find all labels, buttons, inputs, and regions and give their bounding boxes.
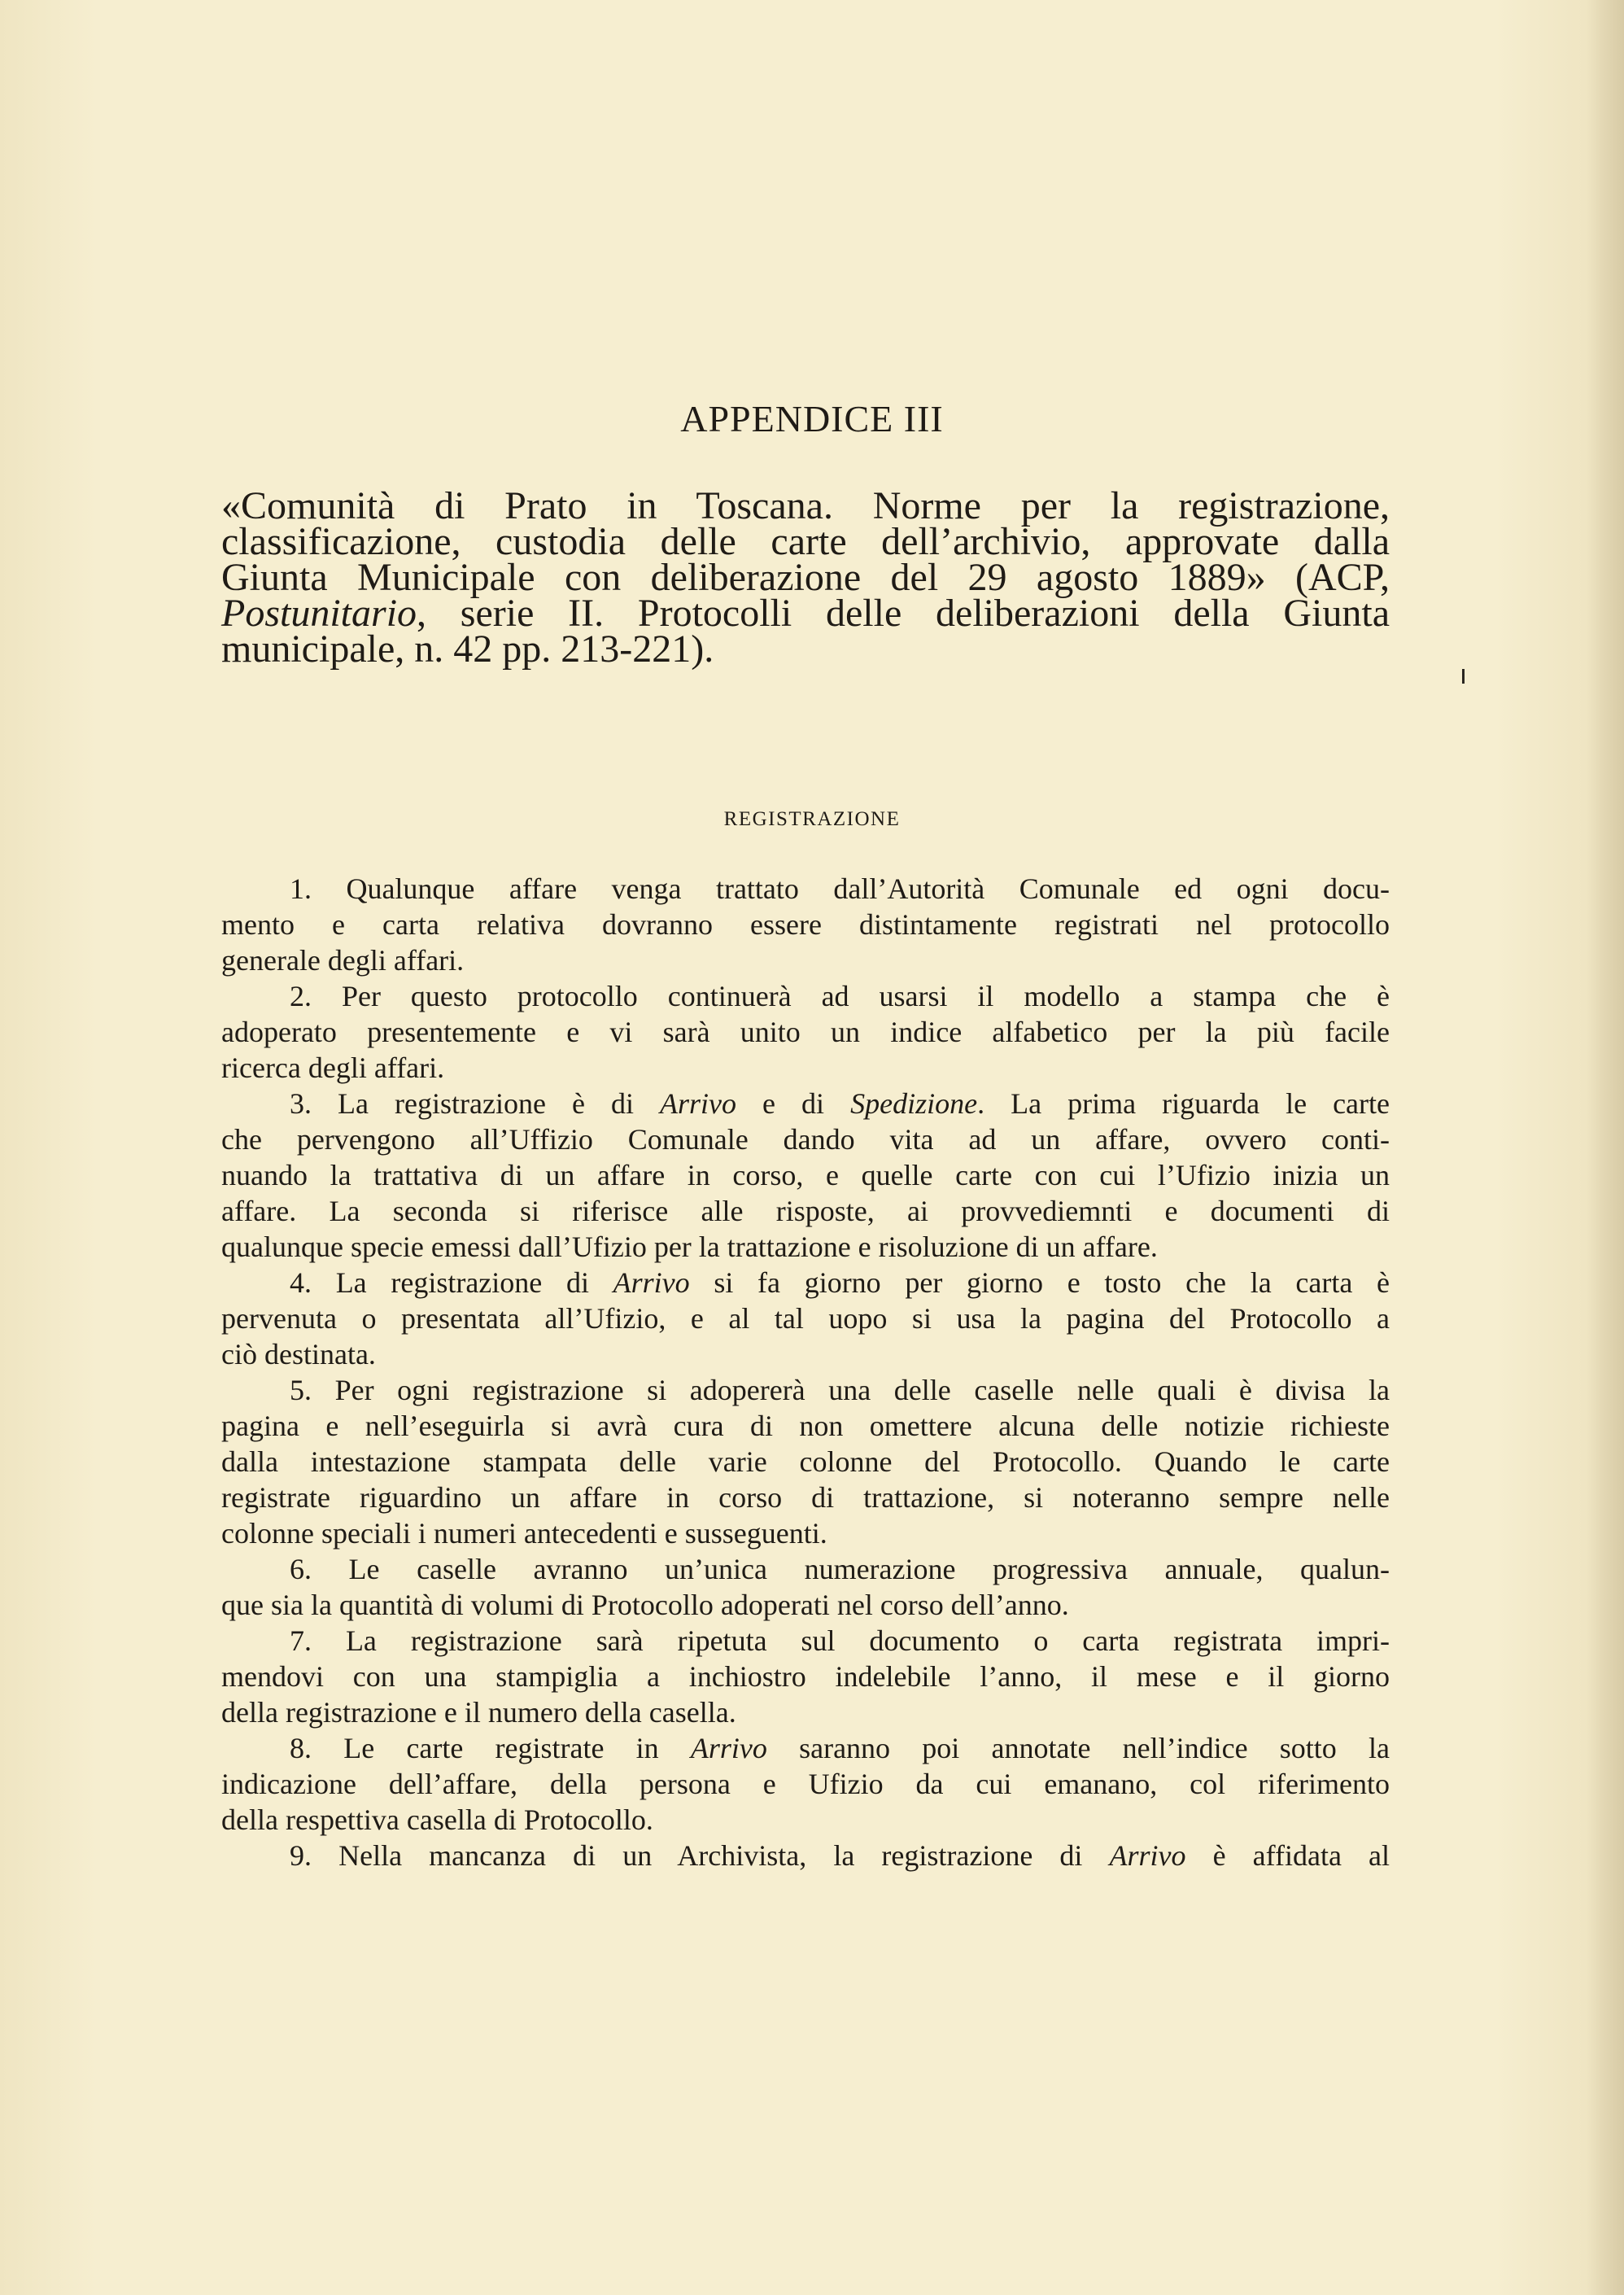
body-text bbox=[221, 871, 1390, 1873]
text-run: 9. Nella mancanza di un Archivista, la registrazione di bbox=[290, 1839, 1110, 1872]
text-line: indicazione dell’affare, della persona e Ufizio da cui emanano, col riferimento bbox=[221, 1768, 1390, 1800]
text-line: 5. Per ogni registrazione si adopererà una delle caselle nelle quali è divisa la bbox=[290, 1374, 1390, 1406]
text-run: . La prima riguarda le carte bbox=[977, 1087, 1390, 1120]
italic-term: Arrivo bbox=[1109, 1839, 1186, 1872]
text-line: 6. Le caselle avranno un’unica numerazione progressiva annuale, qualun- bbox=[290, 1553, 1390, 1585]
intro-line: Giunta Municipale con deliberazione del 29 agosto 1889» (ACP, bbox=[221, 556, 1390, 599]
text-line: generale degli affari. bbox=[221, 944, 465, 977]
text-line bbox=[221, 1838, 1390, 1873]
text-line: ricerca degli affari. bbox=[221, 1051, 445, 1084]
italic-term: Arrivo bbox=[613, 1266, 690, 1299]
text-line bbox=[221, 1265, 1390, 1300]
text-line: pervenuta o presentata all’Ufizio, e al tal uopo si usa la pagina del Protocollo a bbox=[221, 1302, 1390, 1335]
text-line: 2. Per questo protocollo continuerà ad usarsi il modello a stampa che è bbox=[290, 980, 1390, 1012]
page-edge-shadow bbox=[1587, 0, 1624, 2295]
text-line: pagina e nell’eseguirla si avrà cura di non omettere alcuna delle notizie richieste bbox=[221, 1410, 1390, 1442]
text-line: che pervengono all’Uffizio Comunale dando vita ad un affare, ovvero conti- bbox=[221, 1123, 1390, 1156]
text-run: 4. La registrazione di bbox=[290, 1266, 613, 1299]
text-line: 1. Qualunque affare venga trattato dall’Autorità Comunale ed ogni docu- bbox=[290, 872, 1390, 905]
intro-citation bbox=[221, 484, 1390, 671]
intro-line: «Comunità di Prato in Toscana. Norme per la registrazione, bbox=[221, 484, 1390, 527]
text-line: mento e carta relativa dovranno essere distintamente registrati nel protocollo bbox=[221, 908, 1390, 941]
text-line: registrate riguardino un affare in corso di trattazione, si noteranno sempre nelle bbox=[221, 1481, 1390, 1514]
paragraph-2 bbox=[221, 978, 1390, 1086]
text-line: ciò destinata. bbox=[221, 1338, 376, 1370]
paragraph-7 bbox=[221, 1623, 1390, 1730]
paragraph-3 bbox=[221, 1086, 1390, 1265]
text-line: adoperato presentemente e vi sarà unito un indice alfabetico per la più facile bbox=[221, 1016, 1390, 1048]
text-line: qualunque specie emessi dall’Ufizio per la trattazione e risoluzione di un affare. bbox=[221, 1231, 1158, 1263]
italic-term: Spedizione bbox=[850, 1087, 978, 1120]
intro-line bbox=[221, 592, 1390, 635]
margin-mark bbox=[1462, 669, 1465, 684]
text-run: e di bbox=[736, 1087, 851, 1120]
text-line: della respettiva casella di Protocollo. bbox=[221, 1803, 653, 1836]
paragraph-5 bbox=[221, 1372, 1390, 1551]
paragraph-4 bbox=[221, 1265, 1390, 1372]
paragraph-1 bbox=[221, 871, 1390, 978]
text-line bbox=[221, 1730, 1390, 1766]
paragraph-9 bbox=[221, 1838, 1390, 1873]
italic-term: Arrivo bbox=[690, 1732, 767, 1764]
text-line: della registrazione e il numero della casella. bbox=[221, 1696, 736, 1729]
paragraph-6 bbox=[221, 1551, 1390, 1623]
italic-term: Arrivo bbox=[660, 1087, 737, 1120]
text-run: 3. La registrazione è di bbox=[290, 1087, 661, 1120]
section-heading: REGISTRAZIONE bbox=[723, 808, 901, 830]
text-line: nuando la trattativa di un affare in corso, e quelle carte con cui l’Ufizio inizia un bbox=[221, 1159, 1390, 1191]
text-line bbox=[221, 1086, 1390, 1121]
text-line: affare. La seconda si riferisce alle risposte, ai provvediemnti e documenti di bbox=[221, 1195, 1390, 1227]
text-line: mendovi con una stampiglia a inchiostro indelebile l’anno, il mese e il giorno bbox=[221, 1660, 1390, 1693]
text-run: è affidata al bbox=[1185, 1839, 1390, 1872]
intro-text: , serie II. Protocolli delle deliberazioni della Giunta bbox=[417, 592, 1390, 635]
text-line: 7. La registrazione sarà ripetuta sul documento o carta registrata impri- bbox=[290, 1624, 1390, 1657]
appendix-title: APPENDICE III bbox=[680, 398, 944, 439]
intro-line: classificazione, custodia delle carte dell’archivio, approvate dalla bbox=[221, 520, 1390, 563]
text-run: si fa giorno per giorno e tosto che la carta è bbox=[689, 1266, 1390, 1299]
text-line: que sia la quantità di volumi di Protocollo adoperati nel corso dell’anno. bbox=[221, 1589, 1069, 1621]
intro-line: municipale, n. 42 pp. 213-221). bbox=[221, 627, 714, 671]
text-line: dalla intestazione stampata delle varie colonne del Protocollo. Quando le carte bbox=[221, 1445, 1390, 1478]
text-line: colonne speciali i numeri antecedenti e susseguenti. bbox=[221, 1517, 827, 1550]
paragraph-8 bbox=[221, 1730, 1390, 1838]
text-run: 8. Le carte registrate in bbox=[290, 1732, 691, 1764]
text-run: saranno poi annotate nell’indice sotto la bbox=[766, 1732, 1390, 1764]
italic-title: Postunitario bbox=[221, 592, 417, 635]
